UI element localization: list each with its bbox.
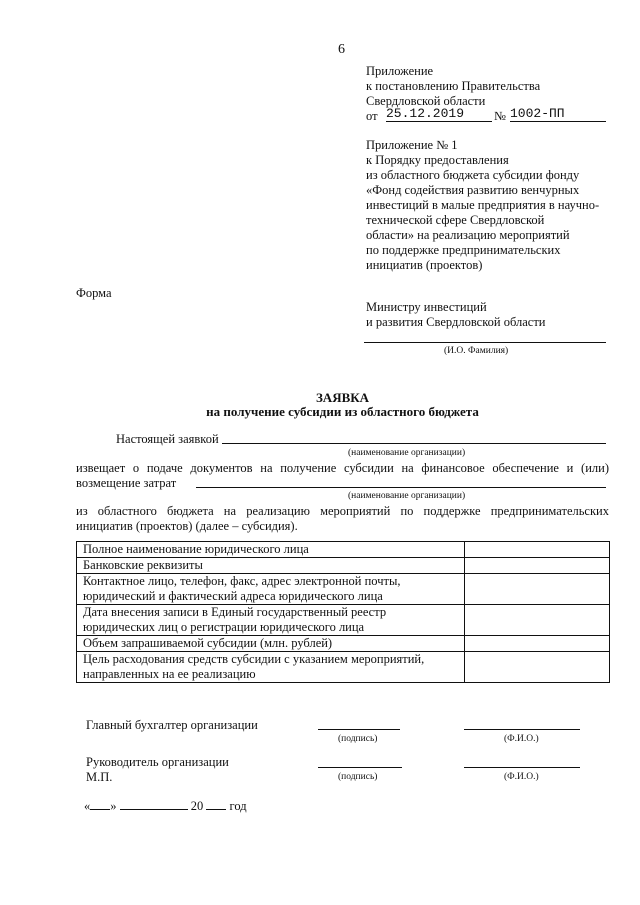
- date-day-field[interactable]: [90, 797, 110, 810]
- form-title: ЗАЯВКА: [315, 390, 370, 405]
- appendix-main-line3: Свердловской области: [366, 94, 486, 108]
- appendix-1-line: области» на реализацию мероприятий: [366, 228, 570, 242]
- table-row: [77, 605, 610, 636]
- row-label: [77, 574, 465, 605]
- addressee-line2: и развития Свердловской области: [366, 315, 546, 329]
- row-label-line: юридических лиц о регистрации юридического лица: [83, 620, 365, 634]
- row-value[interactable]: [465, 636, 610, 652]
- head-fio-line: [464, 767, 580, 768]
- row-value[interactable]: [465, 574, 610, 605]
- seal-label: М.П.: [86, 770, 113, 784]
- purpose-text-2: инициатив (проектов) (далее – субсидия).: [76, 519, 298, 533]
- appendix-date-value: 25.12.2019: [386, 106, 492, 122]
- purpose-text-1: из областного бюджета на реализацию мероприятий по поддержке предпринимательских: [76, 504, 609, 518]
- head-label: Руководитель организации: [86, 755, 229, 769]
- intro-text: Настоящей заявкой: [116, 432, 219, 446]
- row-label-line: Банковские реквизиты: [83, 558, 203, 572]
- table-row: [77, 542, 610, 558]
- table-row: [77, 652, 610, 683]
- row-label-line: Контактное лицо, телефон, факс, адрес электронной почты,: [83, 574, 401, 588]
- page-number: 6: [338, 42, 345, 57]
- row-label: [77, 652, 465, 683]
- row-value[interactable]: [465, 605, 610, 636]
- form-label: Форма: [76, 286, 112, 300]
- table-row: [77, 558, 610, 574]
- form-subtitle: на получение субсидии из областного бюджета: [206, 404, 479, 419]
- row-label: [77, 605, 465, 636]
- costs-label: возмещение затрат: [76, 476, 177, 490]
- date-close-quote: »: [110, 799, 117, 813]
- row-label-line: юридический и фактический адреса юридического лица: [83, 589, 383, 603]
- addressee-line1: Министру инвестиций: [366, 300, 487, 314]
- head-fio-caption: (Ф.И.О.): [504, 772, 539, 782]
- head-signature-caption: (подпись): [338, 772, 378, 782]
- accountant-fio-line: [464, 729, 580, 730]
- date-year-prefix: 20: [190, 799, 204, 813]
- date-year-suffix: год: [229, 799, 247, 813]
- row-value[interactable]: [465, 652, 610, 683]
- appendix-number-value: 1002-ПП: [510, 106, 606, 122]
- appendix-1-line: инициатив (проектов): [366, 258, 483, 272]
- table-row: [77, 636, 610, 652]
- appendix-1-line: по поддержке предпринимательских: [366, 243, 561, 257]
- row-label: [77, 542, 465, 558]
- appendix-date-prefix: от: [366, 109, 378, 123]
- appendix-main-line2: к постановлению Правительства: [366, 79, 541, 93]
- date-month-field[interactable]: [120, 797, 188, 810]
- notice-text: извещает о подаче документов на получение субсидии на финансовое обеспечение и (или): [76, 461, 609, 475]
- row-value[interactable]: [465, 542, 610, 558]
- row-label-line: направленных на ее реализацию: [83, 667, 256, 681]
- row-label-line: Дата внесения записи в Единый государственный реестр: [83, 605, 387, 619]
- accountant-signature-line: [318, 729, 400, 730]
- date-line: [84, 797, 247, 814]
- row-label: [77, 558, 465, 574]
- requisites-table: [76, 541, 610, 683]
- appendix-1-line: к Порядку предоставления: [366, 153, 509, 167]
- row-value[interactable]: [465, 558, 610, 574]
- appendix-1-line: «Фонд содействия развитию венчурных: [366, 183, 580, 197]
- row-label-line: Объем запрашиваемой субсидии (млн. рублей): [83, 636, 333, 650]
- appendix-number-prefix: №: [494, 109, 506, 123]
- date-year-field[interactable]: [206, 797, 226, 810]
- appendix-1-line: технической сфере Свердловской: [366, 213, 545, 227]
- costs-line: [196, 487, 606, 488]
- appendix-1-line: Приложение № 1: [366, 138, 458, 152]
- accountant-label: Главный бухгалтер организации: [86, 718, 258, 732]
- appendix-main-line1: Приложение: [366, 64, 434, 78]
- head-signature-line: [318, 767, 402, 768]
- table-row: [77, 574, 610, 605]
- accountant-fio-caption: (Ф.И.О.): [504, 734, 539, 744]
- appendix-1-line: инвестиций в малые предприятия в научно-: [366, 198, 600, 212]
- addressee-caption: (И.О. Фамилия): [444, 346, 509, 356]
- row-label: [77, 636, 465, 652]
- row-label-line: Цель расходования средств субсидии с указанием мероприятий,: [83, 652, 425, 666]
- date-open-quote: «: [84, 799, 91, 813]
- row-label-line: Полное наименование юридического лица: [83, 542, 309, 556]
- org-caption-1: (наименование организации): [348, 448, 466, 458]
- organization-name-line: [222, 443, 606, 444]
- appendix-1-line: из областного бюджета субсидии фонду: [366, 168, 580, 182]
- org-caption-2: (наименование организации): [348, 491, 466, 501]
- accountant-signature-caption: (подпись): [338, 734, 378, 744]
- addressee-name-line: [364, 342, 606, 343]
